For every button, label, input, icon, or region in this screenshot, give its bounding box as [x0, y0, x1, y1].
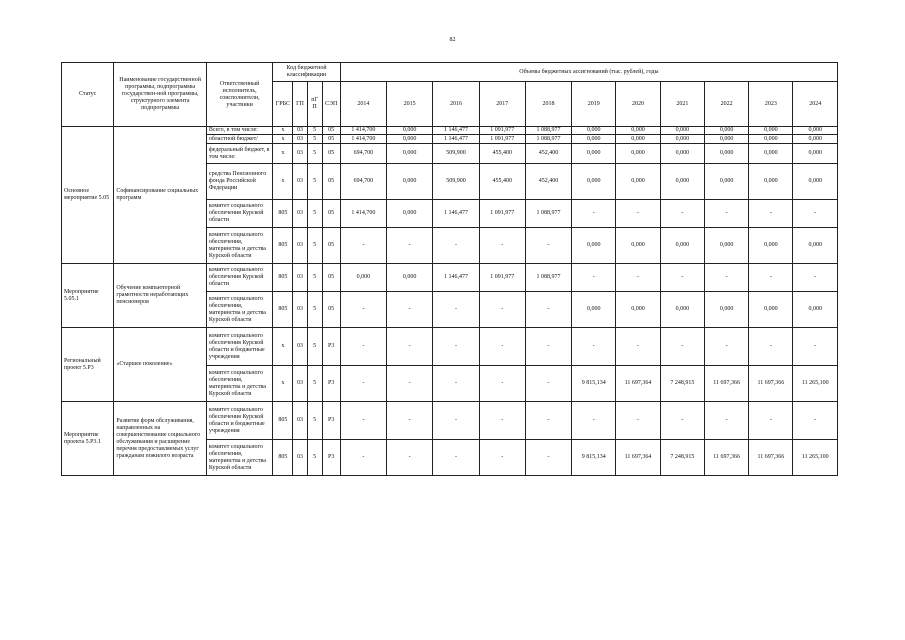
- code-cell: 03: [293, 135, 307, 144]
- value-cell: -: [479, 328, 525, 366]
- value-cell: 0,000: [793, 292, 838, 328]
- value-cell: -: [749, 264, 793, 292]
- value-cell: 11 697,366: [749, 366, 793, 402]
- value-cell: -: [572, 402, 616, 440]
- header-year: 2023: [749, 82, 793, 127]
- value-cell: 1 146,477: [433, 127, 479, 135]
- value-cell: -: [340, 440, 386, 476]
- code-cell: 05: [322, 228, 340, 264]
- header-name: Наименование государственной программы, подпрограммы государствен-ной программы, структурного элемента подпрограммы: [114, 63, 207, 127]
- header-year: 2022: [704, 82, 748, 127]
- value-cell: 0,000: [572, 135, 616, 144]
- value-cell: 455,400: [479, 164, 525, 200]
- code-cell: 03: [293, 164, 307, 200]
- value-cell: 0,000: [616, 135, 660, 144]
- value-cell: 0,000: [749, 135, 793, 144]
- value-cell: -: [793, 402, 838, 440]
- code-cell: 03: [293, 228, 307, 264]
- value-cell: -: [479, 292, 525, 328]
- value-cell: 694,700: [340, 144, 386, 164]
- status-cell: Региональный проект 5.Р3: [62, 328, 114, 402]
- code-cell: 03: [293, 264, 307, 292]
- value-cell: -: [433, 366, 479, 402]
- value-cell: -: [572, 200, 616, 228]
- value-cell: 0,000: [340, 264, 386, 292]
- code-cell: Р3: [322, 328, 340, 366]
- value-cell: 0,000: [749, 127, 793, 135]
- header-row-1: [62, 63, 838, 82]
- code-cell: 03: [293, 127, 307, 135]
- value-cell: 509,900: [433, 144, 479, 164]
- value-cell: -: [433, 402, 479, 440]
- code-cell: 05: [322, 264, 340, 292]
- value-cell: -: [525, 402, 571, 440]
- value-cell: 1 091,977: [479, 200, 525, 228]
- value-cell: 509,900: [433, 164, 479, 200]
- value-cell: -: [749, 402, 793, 440]
- code-cell: 05: [322, 135, 340, 144]
- header-year: 2019: [572, 82, 616, 127]
- code-cell: 805: [273, 292, 293, 328]
- header-year: 2014: [340, 82, 386, 127]
- name-cell: Софинансирование социальных программ: [114, 127, 207, 264]
- code-cell: 03: [293, 440, 307, 476]
- value-cell: 7 248,915: [660, 366, 704, 402]
- value-cell: -: [660, 328, 704, 366]
- header-year: 2020: [616, 82, 660, 127]
- code-cell: 05: [322, 292, 340, 328]
- value-cell: -: [525, 328, 571, 366]
- code-cell: 5: [307, 440, 322, 476]
- value-cell: 0,000: [616, 164, 660, 200]
- value-cell: -: [616, 200, 660, 228]
- value-cell: -: [660, 402, 704, 440]
- header-year: 2021: [660, 82, 704, 127]
- value-cell: 9 815,134: [572, 366, 616, 402]
- status-cell: Мероприятие проекта 5.Р3.1: [62, 402, 114, 476]
- value-cell: 0,000: [616, 127, 660, 135]
- code-cell: 5: [307, 144, 322, 164]
- value-cell: -: [525, 228, 571, 264]
- value-cell: 0,000: [660, 292, 704, 328]
- code-cell: 5: [307, 328, 322, 366]
- code-cell: 03: [293, 292, 307, 328]
- value-cell: -: [616, 264, 660, 292]
- header-year: 2016: [433, 82, 479, 127]
- code-cell: 05: [322, 164, 340, 200]
- code-cell: x: [273, 144, 293, 164]
- value-cell: 9 815,134: [572, 440, 616, 476]
- value-cell: 1 146,477: [433, 200, 479, 228]
- code-cell: 5: [307, 366, 322, 402]
- value-cell: 0,000: [749, 228, 793, 264]
- value-cell: -: [572, 264, 616, 292]
- value-cell: 0,000: [704, 292, 748, 328]
- executor-cell: средства Пенсионного фонда Российской Федерации: [206, 164, 272, 200]
- code-cell: x: [273, 366, 293, 402]
- value-cell: 0,000: [793, 164, 838, 200]
- status-cell: Основное мероприятие 5.05: [62, 127, 114, 264]
- value-cell: 0,000: [749, 292, 793, 328]
- code-cell: 03: [293, 200, 307, 228]
- executor-cell: комитет социального обеспечения Курской области и бюджетные учреждения: [206, 328, 272, 366]
- value-cell: 0,000: [616, 292, 660, 328]
- value-cell: 0,000: [572, 228, 616, 264]
- value-cell: 1 091,977: [479, 127, 525, 135]
- budget-allocation-table: [61, 62, 838, 476]
- value-cell: -: [525, 292, 571, 328]
- value-cell: -: [616, 328, 660, 366]
- value-cell: 1 091,977: [479, 264, 525, 292]
- code-cell: Р3: [322, 440, 340, 476]
- header-status: Статус: [62, 63, 114, 127]
- code-cell: 05: [322, 200, 340, 228]
- code-cell: 03: [293, 402, 307, 440]
- value-cell: -: [479, 228, 525, 264]
- value-cell: -: [479, 366, 525, 402]
- value-cell: 0,000: [704, 228, 748, 264]
- value-cell: 0,000: [704, 164, 748, 200]
- header-year: 2017: [479, 82, 525, 127]
- value-cell: 0,000: [387, 200, 433, 228]
- table-row: [62, 402, 838, 440]
- value-cell: 0,000: [749, 144, 793, 164]
- code-cell: 805: [273, 228, 293, 264]
- table-row: [62, 328, 838, 366]
- value-cell: 0,000: [616, 144, 660, 164]
- value-cell: -: [387, 440, 433, 476]
- code-cell: 5: [307, 164, 322, 200]
- value-cell: -: [340, 292, 386, 328]
- code-cell: 5: [307, 402, 322, 440]
- value-cell: 1 088,977: [525, 127, 571, 135]
- value-cell: 0,000: [704, 144, 748, 164]
- code-cell: 5: [307, 135, 322, 144]
- value-cell: 0,000: [660, 135, 704, 144]
- code-cell: 805: [273, 440, 293, 476]
- value-cell: -: [704, 328, 748, 366]
- value-cell: 11 265,100: [793, 366, 838, 402]
- value-cell: 11 697,366: [704, 366, 748, 402]
- code-cell: 03: [293, 328, 307, 366]
- code-cell: 03: [293, 366, 307, 402]
- executor-cell: комитет социального обеспечения, материнства и детства Курской области: [206, 366, 272, 402]
- value-cell: -: [525, 440, 571, 476]
- value-cell: -: [387, 402, 433, 440]
- header-year: 2024: [793, 82, 838, 127]
- name-cell: Развитие форм обслуживания, направленных на совершенствование социального обслуживания и расширение перечня предоставляемых услуг гражданам пожилого возраста: [114, 402, 207, 476]
- code-cell: 805: [273, 264, 293, 292]
- table-row: [62, 264, 838, 292]
- code-cell: 05: [322, 144, 340, 164]
- value-cell: 0,000: [387, 264, 433, 292]
- status-cell: Мероприятие 5.05.1: [62, 264, 114, 328]
- value-cell: 0,000: [616, 228, 660, 264]
- value-cell: -: [433, 228, 479, 264]
- value-cell: 452,400: [525, 164, 571, 200]
- header-code: СЭП: [322, 82, 340, 127]
- value-cell: -: [340, 402, 386, 440]
- value-cell: 1 088,977: [525, 200, 571, 228]
- value-cell: 0,000: [387, 135, 433, 144]
- value-cell: -: [340, 328, 386, 366]
- value-cell: -: [616, 402, 660, 440]
- code-cell: 5: [307, 264, 322, 292]
- value-cell: -: [704, 200, 748, 228]
- value-cell: -: [793, 200, 838, 228]
- value-cell: -: [749, 328, 793, 366]
- value-cell: 1 414,700: [340, 127, 386, 135]
- value-cell: -: [479, 440, 525, 476]
- value-cell: 1 091,977: [479, 135, 525, 144]
- header-year: 2018: [525, 82, 571, 127]
- code-cell: 05: [322, 127, 340, 135]
- value-cell: 0,000: [704, 127, 748, 135]
- code-cell: 5: [307, 127, 322, 135]
- value-cell: 11 697,364: [616, 366, 660, 402]
- code-cell: x: [273, 164, 293, 200]
- value-cell: -: [387, 292, 433, 328]
- code-cell: 805: [273, 402, 293, 440]
- table-row: [62, 127, 838, 135]
- value-cell: 0,000: [572, 127, 616, 135]
- value-cell: -: [387, 328, 433, 366]
- value-cell: 0,000: [387, 127, 433, 135]
- header-budget-code: Код бюджетной классификации: [273, 63, 340, 82]
- executor-cell: комитет социального обеспечения Курской области: [206, 200, 272, 228]
- value-cell: -: [660, 200, 704, 228]
- value-cell: 0,000: [793, 144, 838, 164]
- value-cell: -: [479, 402, 525, 440]
- value-cell: 1 146,477: [433, 264, 479, 292]
- value-cell: 11 697,364: [616, 440, 660, 476]
- value-cell: 0,000: [749, 164, 793, 200]
- value-cell: -: [433, 328, 479, 366]
- value-cell: -: [340, 228, 386, 264]
- value-cell: 0,000: [387, 164, 433, 200]
- value-cell: 0,000: [387, 144, 433, 164]
- code-cell: 805: [273, 200, 293, 228]
- value-cell: 452,400: [525, 144, 571, 164]
- value-cell: 0,000: [660, 144, 704, 164]
- value-cell: 1 088,977: [525, 264, 571, 292]
- value-cell: -: [433, 292, 479, 328]
- value-cell: 1 414,700: [340, 135, 386, 144]
- value-cell: -: [793, 328, 838, 366]
- header-executor: Ответственный исполнитель, соисполнители, участники: [206, 63, 272, 127]
- value-cell: -: [704, 402, 748, 440]
- code-cell: Р3: [322, 402, 340, 440]
- value-cell: 0,000: [793, 135, 838, 144]
- executor-cell: областной бюджет/: [206, 135, 272, 144]
- header-year: 2015: [387, 82, 433, 127]
- header-allocations: Объемы бюджетных ассигнований (тыс. рублей), годы: [340, 63, 837, 82]
- header-code: ГРБС: [273, 82, 293, 127]
- header-code: ГП: [293, 82, 307, 127]
- value-cell: 1 146,477: [433, 135, 479, 144]
- value-cell: -: [433, 440, 479, 476]
- value-cell: -: [572, 328, 616, 366]
- code-cell: 03: [293, 144, 307, 164]
- value-cell: -: [749, 200, 793, 228]
- value-cell: 0,000: [793, 228, 838, 264]
- value-cell: 1 414,700: [340, 200, 386, 228]
- executor-cell: комитет социального обеспечения, материнства и детства Курской области: [206, 440, 272, 476]
- value-cell: 0,000: [660, 127, 704, 135]
- value-cell: 11 265,100: [793, 440, 838, 476]
- code-cell: x: [273, 328, 293, 366]
- code-cell: x: [273, 127, 293, 135]
- code-cell: Р3: [322, 366, 340, 402]
- value-cell: 1 088,977: [525, 135, 571, 144]
- value-cell: 0,000: [704, 135, 748, 144]
- name-cell: Обучение компьютерной грамотности неработающих пенсионеров: [114, 264, 207, 328]
- executor-cell: Всего, в том числе:: [206, 127, 272, 135]
- value-cell: 11 697,366: [704, 440, 748, 476]
- executor-cell: комитет социального обеспечения, материнства и детства Курской области: [206, 228, 272, 264]
- executor-cell: комитет социального обеспечения Курской области: [206, 264, 272, 292]
- value-cell: -: [660, 264, 704, 292]
- value-cell: 0,000: [793, 127, 838, 135]
- value-cell: -: [340, 366, 386, 402]
- executor-cell: комитет социального обеспечения Курской области и бюджетные учреждения: [206, 402, 272, 440]
- value-cell: 0,000: [660, 228, 704, 264]
- code-cell: 5: [307, 200, 322, 228]
- value-cell: 455,400: [479, 144, 525, 164]
- value-cell: 7 248,915: [660, 440, 704, 476]
- value-cell: 694,700: [340, 164, 386, 200]
- value-cell: -: [704, 264, 748, 292]
- page-number: 82: [449, 37, 456, 43]
- value-cell: 0,000: [660, 164, 704, 200]
- executor-cell: комитет социального обеспечения, материнства и детства Курской области: [206, 292, 272, 328]
- value-cell: 0,000: [572, 144, 616, 164]
- value-cell: 0,000: [572, 292, 616, 328]
- value-cell: -: [793, 264, 838, 292]
- value-cell: -: [525, 366, 571, 402]
- code-cell: 5: [307, 292, 322, 328]
- code-cell: x: [273, 135, 293, 144]
- code-cell: 5: [307, 228, 322, 264]
- value-cell: -: [387, 228, 433, 264]
- value-cell: -: [387, 366, 433, 402]
- value-cell: 11 697,366: [749, 440, 793, 476]
- header-code: пГП: [307, 82, 322, 127]
- value-cell: 0,000: [572, 164, 616, 200]
- name-cell: «Старшее поколение»: [114, 328, 207, 402]
- executor-cell: федеральный бюджет, в том числе:: [206, 144, 272, 164]
